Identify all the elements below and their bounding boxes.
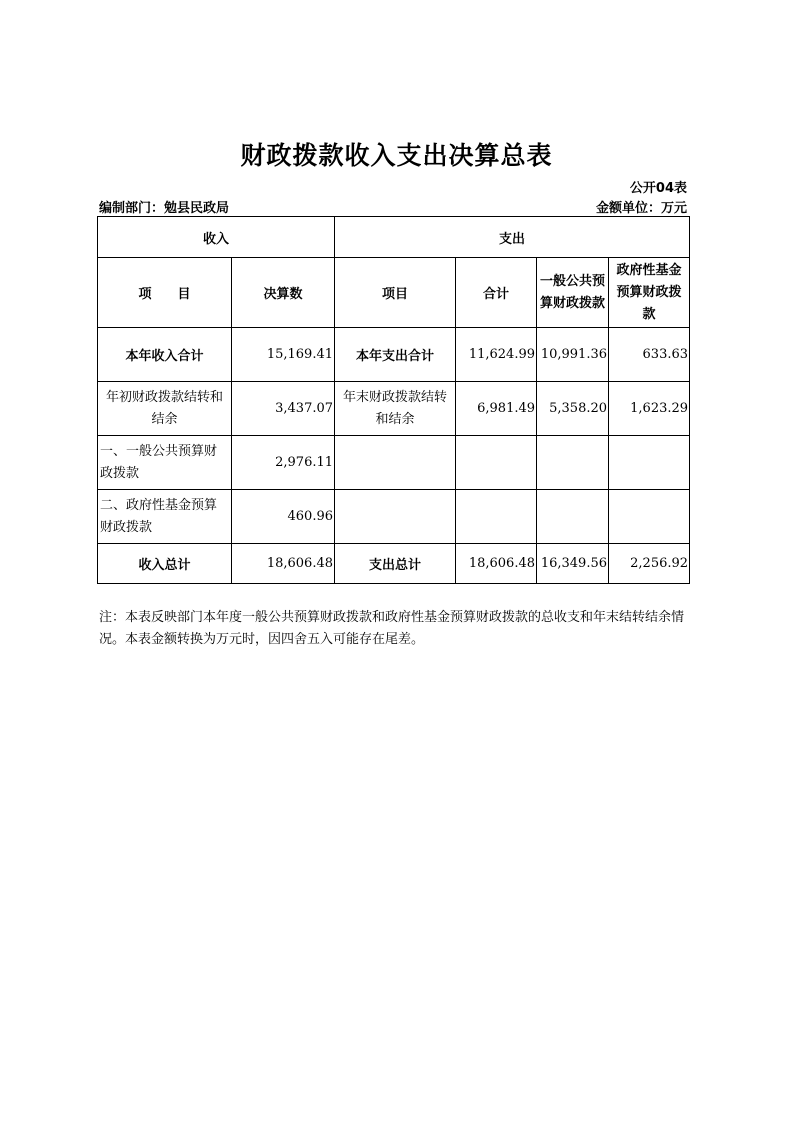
general-amount: 5,358.20 [537, 382, 609, 436]
gov-fund-amount: 633.63 [609, 328, 690, 382]
income-amount: 2,976.11 [232, 436, 335, 490]
general-amount [537, 490, 609, 544]
general-amount [537, 436, 609, 490]
department-label: 编制部门：勉县民政局 [99, 201, 230, 216]
table-row [98, 490, 690, 544]
income-item: 本年收入合计 [98, 328, 232, 382]
income-item: 一、一般公共预算财政拨款 [98, 436, 232, 490]
income-item: 二、政府性基金预算财政拨款 [98, 490, 232, 544]
col-general: 一般公共预算财政拨款 [537, 258, 609, 328]
income-amount: 15,169.41 [232, 328, 335, 382]
page-title: 财政拨款收入支出决算总表 [240, 141, 553, 170]
total-amount: 11,624.99 [456, 328, 537, 382]
total-amount: 6,981.49 [456, 382, 537, 436]
col-income-amount: 决算数 [232, 258, 335, 328]
expense-item: 支出总计 [335, 544, 456, 584]
total-amount [456, 436, 537, 490]
gov-fund-amount [609, 490, 690, 544]
gov-fund-amount [609, 436, 690, 490]
expense-header: 支出 [335, 217, 690, 258]
general-amount: 16,349.56 [537, 544, 609, 584]
expense-item [335, 436, 456, 490]
total-amount [456, 490, 537, 544]
income-item: 收入总计 [98, 544, 232, 584]
income-item: 年初财政拨款结转和结余 [98, 382, 232, 436]
income-amount: 18,606.48 [232, 544, 335, 584]
footnote: 注：本表反映部门本年度一般公共预算财政拨款和政府性基金预算财政拨款的总收支和年末结转结余情况。本表金额转换为万元时，因四舍五入可能存在尾差。 [99, 610, 685, 647]
expense-item: 本年支出合计 [335, 328, 456, 382]
gov-fund-amount: 1,623.29 [609, 382, 690, 436]
col-expense-item: 项目 [335, 258, 456, 328]
table-section-header [98, 217, 690, 258]
budget-table [97, 216, 690, 584]
col-income-item: 项 目 [98, 258, 232, 328]
expense-item [335, 490, 456, 544]
unit-label: 金额单位：万元 [595, 201, 687, 216]
table-row [98, 436, 690, 490]
income-header: 收入 [98, 217, 335, 258]
table-column-header [98, 258, 690, 328]
col-total: 合计 [456, 258, 537, 328]
expense-item: 年末财政拨款结转和结余 [335, 382, 456, 436]
general-amount: 10,991.36 [537, 328, 609, 382]
income-amount: 460.96 [232, 490, 335, 544]
form-number: 公开04表 [629, 181, 687, 196]
table-row [98, 544, 690, 584]
income-amount: 3,437.07 [232, 382, 335, 436]
table-row [98, 328, 690, 382]
gov-fund-amount: 2,256.92 [609, 544, 690, 584]
table-row [98, 382, 690, 436]
col-gov-fund: 政府性基金预算财政拨款 [609, 258, 690, 328]
total-amount: 18,606.48 [456, 544, 537, 584]
